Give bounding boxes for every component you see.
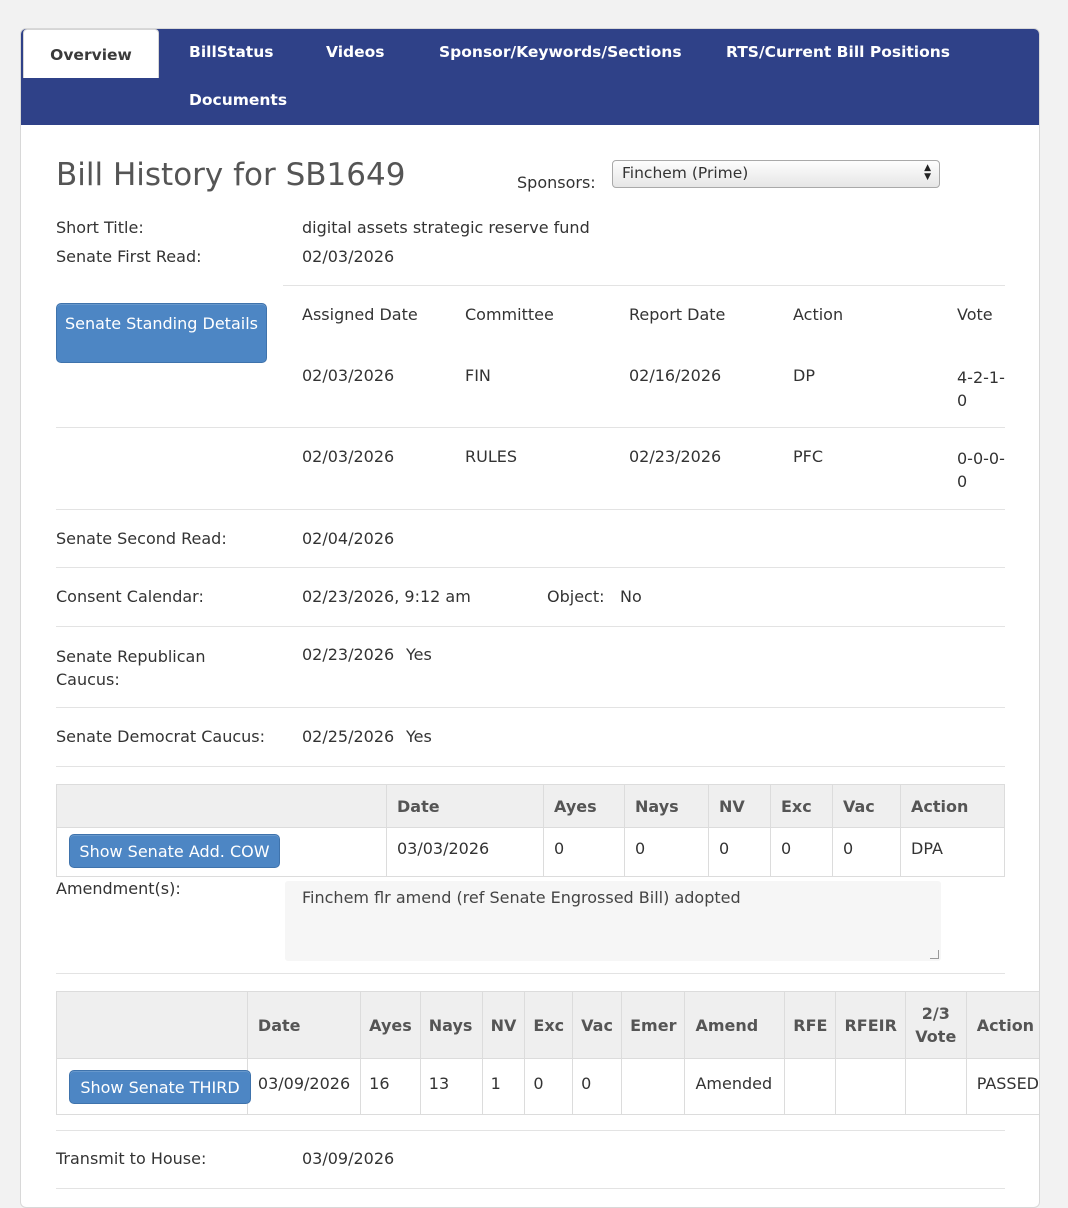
cell: 0 (573, 1059, 622, 1115)
header-cell (57, 785, 387, 828)
object-value: No (620, 587, 642, 606)
cell (622, 1059, 685, 1115)
dem-caucus-date: 02/25/2026 (302, 727, 395, 746)
transmit-value: 03/09/2026 (302, 1149, 395, 1168)
consent-value: 02/23/2026, 9:12 am (302, 587, 471, 606)
short-title-label: Short Title: (56, 218, 144, 237)
header-cell: Exc (771, 785, 833, 828)
cell: DPA (901, 828, 1005, 877)
cell (836, 1059, 905, 1115)
header-cell: Date (247, 992, 360, 1059)
standing-row1-assigned: 02/03/2026 (302, 366, 395, 385)
tab-overview[interactable]: Overview (23, 29, 159, 78)
cell: 0 (709, 828, 771, 877)
cell (785, 1059, 836, 1115)
divider (56, 567, 1005, 568)
divider (56, 1188, 1005, 1189)
second-read-label: Senate Second Read: (56, 529, 227, 548)
transmit-label: Transmit to House: (56, 1149, 207, 1168)
tab-documents[interactable]: Documents (189, 91, 288, 109)
amendments-label: Amendment(s): (56, 879, 181, 898)
amendments-textarea[interactable] (285, 881, 941, 961)
sponsors-select[interactable] (612, 160, 940, 188)
standing-row2-committee: RULES (465, 447, 518, 466)
cell: 0 (771, 828, 833, 877)
cell: 03/09/2026 (247, 1059, 360, 1115)
header-cell: Action (966, 992, 1040, 1059)
first-read-value: 02/03/2026 (302, 247, 395, 266)
cell: 03/03/2026 (387, 828, 544, 877)
standing-row1-action: DP (793, 366, 815, 385)
amendments-text: Finchem flr amend (ref Senate Engrossed Bill) adopted (302, 888, 741, 907)
header-vote: Vote (957, 305, 993, 324)
rep-caucus-date: 02/23/2026 (302, 645, 395, 664)
header-report-date: Report Date (629, 305, 726, 324)
cell: 0 (525, 1059, 573, 1115)
header-cell: RFE (785, 992, 836, 1059)
sponsors-label: Sponsors: (517, 173, 596, 192)
object-label: Object: (547, 587, 605, 606)
standing-row2-report: 02/23/2026 (629, 447, 722, 466)
page-title: Bill History for SB1649 (56, 157, 406, 193)
dem-caucus-label: Senate Democrat Caucus: (56, 727, 266, 746)
cell: 0 (625, 828, 709, 877)
divider (56, 973, 1005, 974)
show-senate-add-cow-button[interactable]: Show Senate Add. COW (69, 834, 280, 868)
show-senate-third-button[interactable]: Show Senate THIRD (69, 1070, 251, 1104)
divider (56, 766, 1005, 767)
standing-row2-action: PFC (793, 447, 824, 466)
cell: 0 (833, 828, 901, 877)
standing-row1-committee: FIN (465, 366, 491, 385)
tab-sponsor-keywords-sections[interactable]: Sponsor/Keywords/Sections (439, 43, 682, 61)
header-cell (57, 992, 248, 1059)
senate-standing-details-button[interactable]: Senate Standing Details (56, 303, 267, 363)
resize-grip-icon[interactable] (930, 950, 939, 959)
cell: 16 (361, 1059, 421, 1115)
cell: 1 (482, 1059, 525, 1115)
divider (56, 509, 1005, 510)
header-cell: Nays (625, 785, 709, 828)
header-cell: Vac (573, 992, 622, 1059)
select-arrows-icon: ▲ ▼ (924, 163, 931, 182)
divider (56, 427, 1005, 428)
standing-row2-vote: 0-0-0-0 (957, 449, 1005, 491)
table-header-row (57, 785, 1005, 828)
header-assigned-date: Assigned Date (302, 305, 418, 324)
divider (56, 626, 1005, 627)
header-cell: Amend (685, 992, 785, 1059)
header-cell: Nays (420, 992, 482, 1059)
header-cell: Emer (622, 992, 685, 1059)
header-cell: Ayes (544, 785, 625, 828)
bill-panel (20, 28, 1040, 1208)
standing-row2-assigned: 02/03/2026 (302, 447, 395, 466)
sponsors-selected-value: Finchem (Prime) (622, 164, 749, 182)
header-committee: Committee (465, 305, 554, 324)
divider (56, 1130, 1005, 1131)
header-cell: Exc (525, 992, 573, 1059)
header-cell: 2/3 Vote (905, 992, 966, 1059)
header-cell: NV (482, 992, 525, 1059)
standing-row1-report: 02/16/2026 (629, 366, 722, 385)
tab-billstatus[interactable]: BillStatus (189, 43, 274, 61)
header-cell: Action (901, 785, 1005, 828)
rep-caucus-label: Senate Republican Caucus: (56, 647, 206, 689)
header-cell: Ayes (361, 992, 421, 1059)
header-action: Action (793, 305, 844, 324)
header-cell: Date (387, 785, 544, 828)
tab-rts-current-bill-positions[interactable]: RTS/Current Bill Positions (726, 43, 951, 61)
cell: Amended (685, 1059, 785, 1115)
divider (283, 285, 1005, 286)
consent-label: Consent Calendar: (56, 587, 204, 606)
second-read-value: 02/04/2026 (302, 529, 395, 548)
tab-bar (21, 29, 1040, 125)
table-header-row (57, 992, 1041, 1059)
standing-row1-vote: 4-2-1-0 (957, 368, 1005, 410)
dem-caucus-value: Yes (406, 727, 432, 746)
tab-videos[interactable]: Videos (326, 43, 385, 61)
cell: 13 (420, 1059, 482, 1115)
short-title-value: digital assets strategic reserve fund (302, 218, 590, 237)
header-cell: Vac (833, 785, 901, 828)
cell (905, 1059, 966, 1115)
cell: PASSED (966, 1059, 1040, 1115)
divider (56, 707, 1005, 708)
rep-caucus-value: Yes (406, 645, 432, 664)
header-cell: RFEIR (836, 992, 905, 1059)
cell: 0 (544, 828, 625, 877)
first-read-label: Senate First Read: (56, 247, 202, 266)
header-cell: NV (709, 785, 771, 828)
